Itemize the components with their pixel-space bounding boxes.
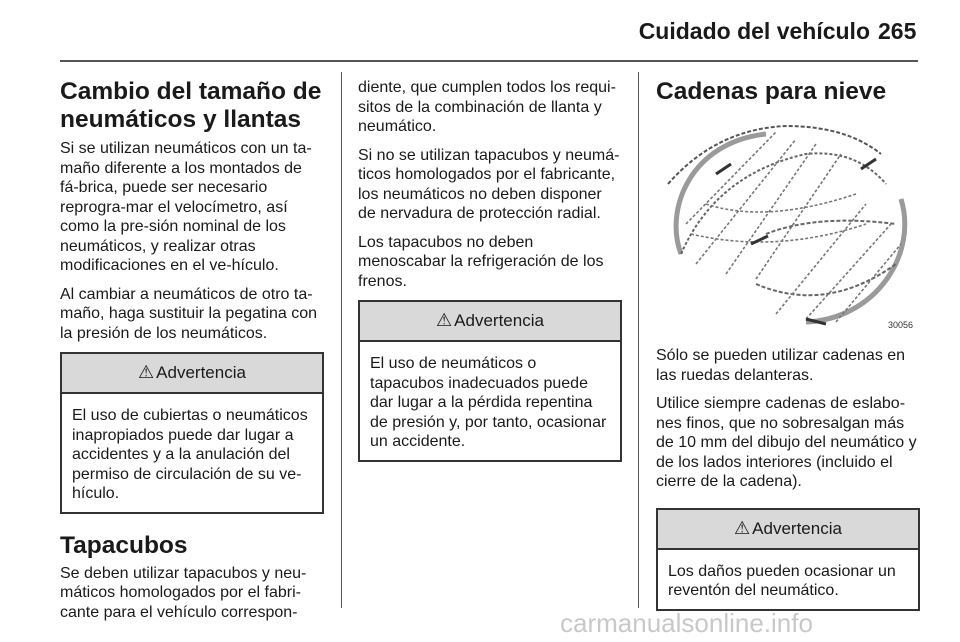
section-heading-hubcaps: Tapacubos — [60, 531, 188, 559]
warning-icon: ⚠ — [436, 310, 453, 331]
warning-header — [658, 510, 918, 550]
warning-box — [358, 300, 622, 462]
warning-icon: ⚠ — [138, 362, 155, 383]
paragraph: Sólo se pueden utilizar cadenas en las ruedas delanteras. — [656, 347, 906, 384]
section-heading-snow-chains: Cadenas para nieve — [656, 78, 887, 105]
paragraph: diente, que cumplen todos los requi-sitos de la combinación de llanta y neumático. — [358, 79, 616, 135]
warning-text: El uso de cubiertas o neumáticos inapropiados puede dar lugar a accidentes y a la anulación del permiso de circulación de su ve-hículo. — [72, 407, 308, 502]
page-header-title: Cuidado del vehículo — [638, 18, 870, 44]
snow-chain-illustration — [656, 114, 918, 332]
warning-title: Advertencia — [752, 518, 842, 538]
snow-chain-icon — [656, 114, 918, 332]
image-label: 30056 — [888, 320, 914, 330]
warning-header — [360, 302, 620, 342]
column-3 — [656, 78, 920, 623]
paragraph: Se deben utilizar tapacubos y neu-máticos homologados por el fabri-cante para el vehículo correspon- — [60, 564, 307, 621]
paragraph: Si no se utilizan tapacubos y neumá-ticos homologados por el fabricante, los neumáticos no deben disponer de nervadura de protección radial. — [358, 146, 620, 222]
paragraph: Utilice siempre cadenas de eslabo-nes finos, que no sobresalgan más de 10 mm del dibujo del neumático y de los lados interiores (incluido el cierre de la cadena). — [656, 395, 917, 490]
warning-text: El uso de neumáticos o tapacubos inadecuados puede dar lugar a la pérdida repentina de presión y, por tanto, ocasionar un accidente. — [370, 355, 607, 450]
column-1 — [60, 78, 324, 631]
paragraph: Los tapacubos no deben menoscabar la refrigeración de los frenos. — [358, 233, 604, 290]
section-heading-tire-size: Cambio del tamaño de neumáticos y llantas — [60, 78, 322, 133]
warning-box — [60, 352, 324, 514]
paragraph: Al cambiar a neumáticos de otro ta-maño, haga sustituir la pegatina con la presión de los neumáticos. — [60, 285, 318, 342]
warning-text: Los daños pueden ocasionar un reventón del neumático. — [668, 562, 896, 599]
warning-title: Advertencia — [156, 363, 246, 383]
paragraph: Si se utilizan neumáticos con un ta-maño diferente a los montados de fá-brica, puede ser necesario reprogra-mar el velocímetro, así como la pre-sión nominal de los neumáticos, y realizar otras modificaciones en el ve-hículo. — [60, 140, 312, 274]
column-2 — [358, 78, 622, 474]
column-divider-1 — [341, 72, 342, 608]
header-divider — [60, 60, 918, 62]
warning-icon: ⚠ — [734, 517, 751, 538]
column-divider-2 — [638, 72, 639, 608]
warning-box — [656, 508, 920, 611]
warning-title: Advertencia — [454, 311, 544, 331]
page-number: 265 — [878, 18, 917, 44]
warning-header — [62, 354, 322, 394]
watermark: carmanualsonline.info — [560, 608, 813, 638]
